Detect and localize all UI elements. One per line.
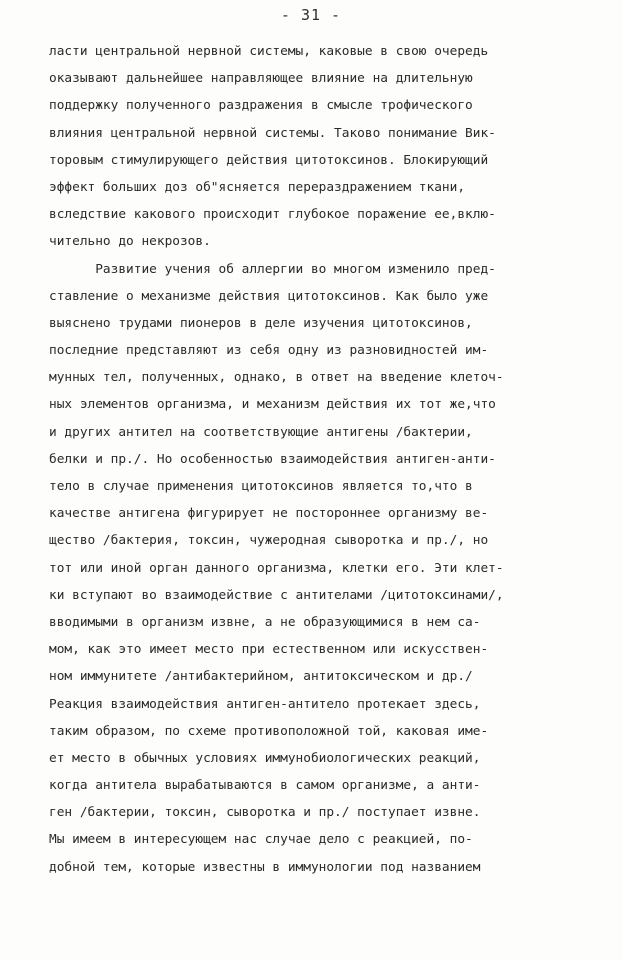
text-line: ном иммунитете /антибактерийном, антитоксическом и др./ [49, 669, 473, 685]
text-line: мунных тел, полученных, однако, в ответ на введение клеточ- [49, 370, 504, 386]
text-line: таким образом, по схеме противоположной той, каковая име- [49, 723, 489, 739]
text-line: ген /бактерии, токсин, сыворотка и пр./ поступает извне. [49, 805, 481, 821]
text-line: мом, как это имеет место при естественном или искусствен- [49, 642, 489, 658]
text-line: оказывают дальнейшее направляющее влияние на длительную [49, 71, 473, 87]
text-line: тело в случае применения цитотоксинов является то,что в [49, 479, 473, 494]
text-line: когда антитела вырабатываются в самом организме, а анти- [49, 778, 481, 794]
text-line: ставление о механизме действия цитотоксинов. Как было уже [49, 288, 489, 304]
text-line: ет место в обычных условиях иммунобиологических реакций, [49, 750, 481, 766]
text-line: Мы имеем в интересующем нас случае дело с реакцией, по- [49, 832, 473, 848]
text-line: эффект больших доз об"ясняется перераздражением ткани, [49, 179, 466, 195]
text-line: щество /бактерия, токсин, чужеродная сыворотка и пр./, но [49, 533, 489, 549]
text-line: вследствие каковогo происходит глубокое поражение ее,вклю- [49, 207, 496, 223]
text-line: ных элементов организма, и механизм действия их тот же,что [49, 397, 496, 413]
text-line: ки вступают во взаимодействие с антителами /цитотоксинами/, [49, 587, 504, 603]
text-line: вводимыми в организм извне, а не образующимися в нем са- [49, 614, 481, 630]
text-line: добной тем, которые известны в иммунологии под названием [49, 859, 481, 875]
text-line: последние представляют из себя одну из разновидностей им- [49, 343, 489, 359]
text-line: поддержку полученного раздражения в смысле трофического [49, 98, 473, 114]
page-number: - 31 - [280, 6, 342, 24]
text-line: Развитие учения об аллергии во многом изменило пред- [49, 261, 496, 277]
text-line: белки и пр./. Но особенностью взаимодействия антиген-анти- [49, 451, 496, 467]
text-line: торовым стимулирующего действия цитотоксинов. Блокирующий [49, 152, 489, 168]
text-line: тот или иной орган данного организма, клетки его. Эти клет- [49, 560, 504, 576]
text-line: и других антител на соответствующие антигены /бактерии, [49, 424, 473, 440]
text-line: качестве антигена фигурирует не постороннее организму ве- [49, 506, 489, 522]
text-line: Реакция взаимодействия антиген-антитело протекает здесь, [49, 696, 481, 712]
text-line: влияния центральной нервной системы. Таково понимание Вик- [49, 125, 496, 141]
body-text [49, 38, 617, 881]
text-line: ласти центральной нервной системы, каковые в свою очередь [49, 44, 489, 59]
text-line: выяснено трудами пионеров в деле изучения цитотоксинов, [49, 315, 473, 331]
text-line: чительно до некрозов. [49, 234, 211, 250]
